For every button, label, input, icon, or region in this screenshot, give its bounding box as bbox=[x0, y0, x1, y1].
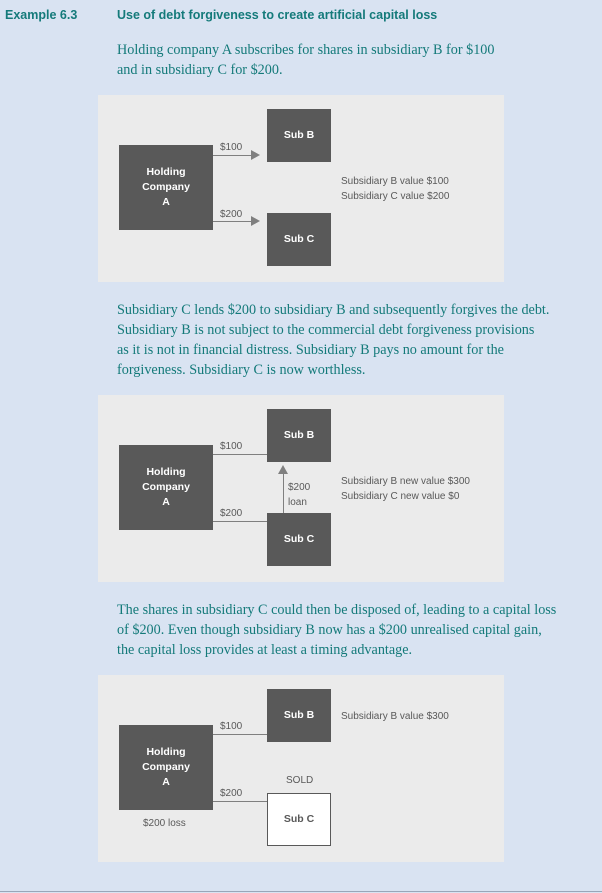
loss-label: $200 loss bbox=[143, 818, 186, 829]
amount-to-sub-b: $100 bbox=[220, 721, 243, 732]
arrow-up-icon bbox=[278, 465, 288, 474]
sub-b-box: Sub B bbox=[267, 409, 331, 462]
line-to-sub-b bbox=[213, 155, 251, 156]
bottom-rule bbox=[0, 891, 602, 892]
sub-c-sold-box: Sub C bbox=[267, 793, 331, 846]
amount-to-sub-c: $200 bbox=[220, 508, 243, 519]
paragraph-3: The shares in subsidiary C could then be disposed of, leading to a capital loss of $200. Even though subsidiary B now has a $200 unrealised capital gain, the capital loss provides at least a timing advantage. bbox=[117, 602, 557, 658]
sub-b-box: Sub B bbox=[267, 689, 331, 742]
line-to-sub-c bbox=[213, 521, 267, 522]
holding-company-box: Holding Company A bbox=[119, 725, 213, 810]
sub-c-box: Sub C bbox=[267, 213, 331, 266]
diagram-2-note: Subsidiary B new value $300 Subsidiary C new value $0 bbox=[341, 476, 470, 502]
holding-company-box: Holding Company A bbox=[119, 445, 213, 530]
sold-label: SOLD bbox=[286, 775, 314, 786]
line-to-sub-b bbox=[213, 454, 267, 455]
paragraph-2: Subsidiary C lends $200 to subsidiary B and subsequently forgives the debt. Subsidiary B is not subject to the commercial debt forgiveness provisions as it is not in financial distress. Subsidiary B pays no amount for the forgiveness. Subsidiary C is now worthless. bbox=[117, 302, 550, 378]
sub-c-box: Sub C bbox=[267, 513, 331, 566]
amount-to-sub-c: $200 bbox=[220, 788, 243, 799]
arrow-right-icon bbox=[251, 150, 260, 160]
diagram-1-note: Subsidiary B value $100 Subsidiary C value $200 bbox=[341, 176, 450, 202]
example-title: Use of debt forgiveness to create artificial capital loss bbox=[117, 8, 438, 22]
holding-company-box: Holding Company A bbox=[119, 145, 213, 230]
line-to-sub-c bbox=[213, 221, 251, 222]
line-to-sub-b bbox=[213, 734, 267, 735]
paragraph-1: Holding company A subscribes for shares in subsidiary B for $100 and in subsidiary C for $200. bbox=[117, 42, 495, 78]
sub-b-box: Sub B bbox=[267, 109, 331, 162]
example-label: Example 6.3 bbox=[5, 8, 78, 22]
amount-to-sub-b: $100 bbox=[220, 441, 243, 452]
amount-to-sub-c: $200 bbox=[220, 209, 243, 220]
loan-line bbox=[283, 474, 284, 513]
diagram-3-note: Subsidiary B value $300 bbox=[341, 711, 449, 722]
arrow-right-icon bbox=[251, 216, 260, 226]
amount-to-sub-b: $100 bbox=[220, 142, 243, 153]
loan-label: $200 loan bbox=[288, 482, 311, 508]
line-to-sub-c bbox=[213, 801, 267, 802]
